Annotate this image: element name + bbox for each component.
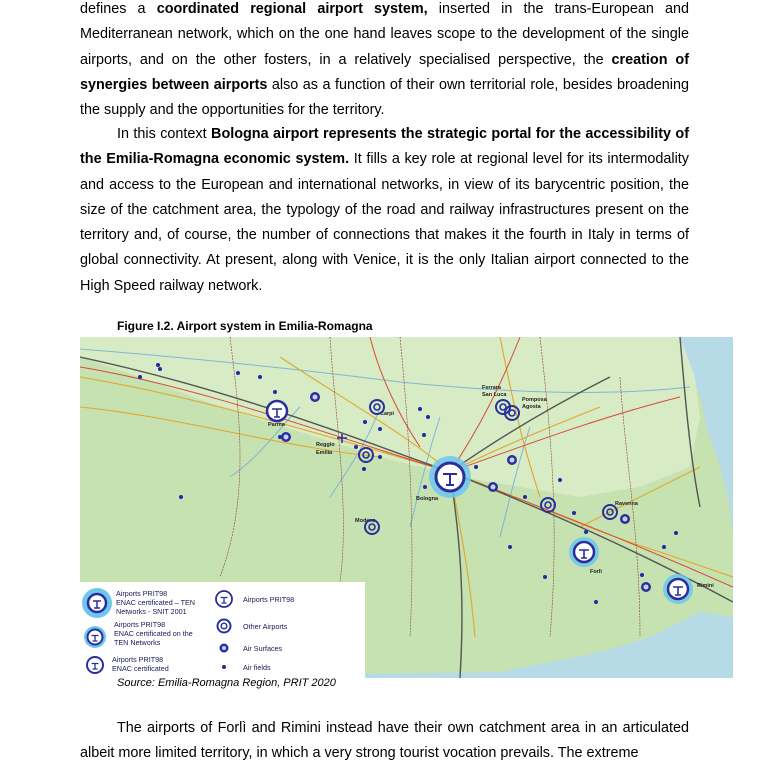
legend-fields-icon <box>222 665 226 669</box>
label-carpi: Carpi <box>380 411 395 417</box>
text-run: In this context <box>117 126 212 142</box>
legend-enac-text-2: ENAC certificated <box>112 664 169 673</box>
figure-caption: Figure I.2. Airport system in Emilia-Romagna <box>117 319 373 333</box>
text-run: also as a function of their own territorial role, besides broadening the supply and the opportunities for the territory. <box>80 76 689 119</box>
text-run: inserted in the trans-European and Mediterranean network, which on the one hand leaves scope to the development of the single airports, and on the other fosters, in a relatively specialised perspective, the <box>80 1 689 68</box>
rimini-airport-icon <box>663 574 693 604</box>
label-bologna: Bologna <box>416 496 438 502</box>
legend-surfaces-text: Air Surfaces <box>243 644 283 653</box>
label-parma: Parma <box>268 422 285 428</box>
label-ravenna: Ravenna <box>615 501 638 507</box>
legend-ten-text-1: Airports PRIT98 <box>116 589 168 598</box>
legend-ten-icon <box>82 588 112 618</box>
figure-source: Source: Emilia-Romagna Region, PRIT 2020 <box>117 677 336 689</box>
bologna-airport-icon <box>429 456 471 498</box>
label-reggio-2: Emilia <box>316 450 333 456</box>
bold-text-run: coordinated regional airport system, <box>156 1 428 17</box>
legend-tennet-text-3: TEN Networks <box>114 638 161 647</box>
parma-airport-icon <box>267 401 287 421</box>
legend-surfaces-icon <box>220 644 229 653</box>
legend-ten-text-2: ENAC certificated – TEN <box>116 598 195 607</box>
text-run: defines a <box>80 1 157 17</box>
legend-tennet-icon <box>84 626 106 648</box>
legend-prit98-text: Airports PRIT98 <box>243 595 295 604</box>
airport-map <box>80 337 733 678</box>
legend-tennet-text-1: Airports PRIT98 <box>114 620 166 629</box>
legend-fields-text: Air fields <box>243 663 271 672</box>
intro-paragraph <box>80 0 689 123</box>
bold-text-run: Bologna airport represents the strategic portal for the accessibility of the Emilia-Romagna economic system. <box>80 126 689 168</box>
legend-tennet-text-2: ENAC certificated on the <box>114 629 193 638</box>
forli-rimini-paragraph <box>80 716 689 767</box>
legend-ten-text-3: Networks - SNIT 2001 <box>116 607 187 616</box>
label-reggio: Reggio <box>316 442 335 448</box>
text-run: It fills a key role at regional level for its intermodality and access to the European and international networks, in view of its barycentric position, the size of the catchment area, the typology of the road and railway infrastructures present on the territory and, of course, the number of connections that makes it the fourth in Italy in terms of global connectivity. At present, along with Venice, it is the only Italian airport connected to the High Speed railway network. <box>80 151 689 294</box>
legend-other-text: Other Airports <box>243 622 288 631</box>
label-ferrara: Ferrara <box>482 385 501 391</box>
bologna-paragraph <box>80 122 689 299</box>
text-run: The airports of Forlì and Rimini instead have their own catchment area in an articulated albeit more limited territory, in which a very strong tourist vocation prevails. The extreme <box>80 720 689 762</box>
legend-prit98-icon <box>216 591 232 607</box>
forli-airport-icon <box>569 537 599 567</box>
label-pomposa-2: Agosta <box>522 404 541 410</box>
label-modena: Modena <box>355 518 376 524</box>
label-ferrara-2: San Luca <box>482 392 507 398</box>
label-forli: Forlì <box>590 569 602 575</box>
bold-text-run: creation of synergies between airports <box>80 51 689 93</box>
legend-enac-text-1: Airports PRIT98 <box>112 655 164 664</box>
label-pomposa: Pomposa <box>522 397 547 403</box>
label-rimini: Rimini <box>697 583 714 589</box>
legend-enac-icon <box>87 657 103 673</box>
